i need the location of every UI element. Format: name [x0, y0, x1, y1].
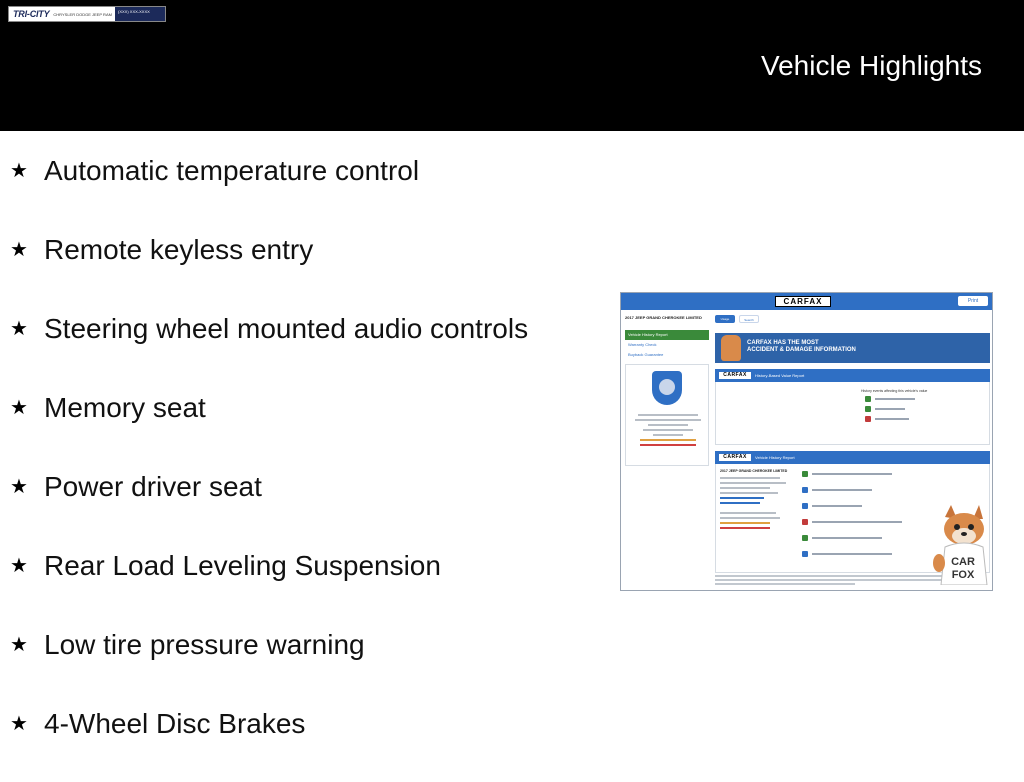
badge-icon — [652, 371, 682, 405]
dealer-logo-name: TRI-CITY — [13, 9, 50, 19]
page-title: Vehicle Highlights — [760, 50, 982, 81]
feature-item — [10, 229, 590, 308]
carfax-report-thumbnail[interactable] — [620, 292, 993, 591]
carfax-logo: CARFAX — [775, 296, 831, 307]
carfax-mini-logo: CARFAX — [719, 454, 751, 461]
star-icon: ★ — [10, 632, 28, 656]
feature-text: 4-Wheel Disc Brakes — [44, 708, 306, 739]
feature-text: Automatic temperature control — [44, 155, 420, 186]
star-icon: ★ — [10, 316, 28, 340]
star-icon: ★ — [10, 553, 28, 577]
star-icon: ★ — [10, 711, 28, 735]
feature-text: Memory seat — [44, 392, 206, 423]
feature-item — [10, 703, 590, 782]
feature-text: Rear Load Leveling Suspension — [44, 550, 441, 581]
history-label: History events affecting this vehicle's value — [861, 389, 928, 393]
feature-list — [10, 150, 590, 782]
banner-message: CARFAX HAS THE MOST ACCIDENT & DAMAGE INFORMATION — [747, 340, 856, 353]
report-summary: 2017 JEEP GRAND CHEROKEE LIMITED — [720, 469, 796, 532]
vehicle-history-header — [715, 451, 990, 464]
feature-item — [10, 150, 590, 229]
dealer-logo-phone: (XXX) XXX-XXXX — [115, 7, 165, 21]
dealer-info-lines — [632, 411, 704, 449]
history-value-header — [715, 369, 990, 382]
feature-text: Remote keyless entry — [44, 234, 314, 265]
vehicle-title: 2017 JEEP GRAND CHEROKEE LIMITED — [625, 315, 702, 320]
feature-text: Low tire pressure warning — [44, 629, 365, 660]
svg-text:FOX: FOX — [951, 569, 975, 581]
star-icon: ★ — [10, 395, 28, 419]
section-label: History-Based Value Report — [755, 373, 805, 378]
carfax-tabs — [715, 315, 990, 325]
feature-item — [10, 545, 590, 624]
sidebar-link-active[interactable]: Vehicle History Report — [625, 330, 709, 340]
carfax-fox-mascot-icon — [933, 503, 991, 585]
feature-text: Power driver seat — [44, 471, 262, 502]
fox-mascot-icon — [721, 335, 741, 361]
header-banner — [0, 0, 1024, 131]
star-icon: ★ — [10, 158, 28, 182]
carfax-top-bar — [621, 293, 992, 310]
sidebar-link[interactable]: Buyback Guarantee — [628, 352, 664, 357]
tab-usage[interactable]: Usage — [715, 315, 735, 323]
history-value-panel — [715, 382, 990, 445]
feature-item — [10, 387, 590, 466]
star-icon: ★ — [10, 237, 28, 261]
tab-search[interactable]: Search — [739, 315, 759, 323]
feature-item — [10, 624, 590, 703]
svg-text:CAR: CAR — [951, 556, 975, 568]
carfax-banner — [715, 333, 990, 363]
section-label: Vehicle History Report — [755, 455, 795, 460]
dealer-logo-tagline: CHRYSLER DODGE JEEP RAM — [53, 12, 112, 17]
print-button[interactable]: Print — [958, 296, 988, 306]
star-icon: ★ — [10, 474, 28, 498]
feature-item — [10, 466, 590, 545]
feature-text: Steering wheel mounted audio controls — [44, 313, 529, 344]
history-events — [861, 388, 981, 424]
dealer-info-box — [625, 364, 709, 466]
feature-item — [10, 308, 590, 387]
sidebar-link[interactable]: Warranty Check — [628, 342, 657, 347]
carfax-mini-logo: CARFAX — [719, 372, 751, 379]
dealer-logo[interactable] — [8, 6, 166, 22]
carfax-sidebar — [625, 315, 709, 587]
